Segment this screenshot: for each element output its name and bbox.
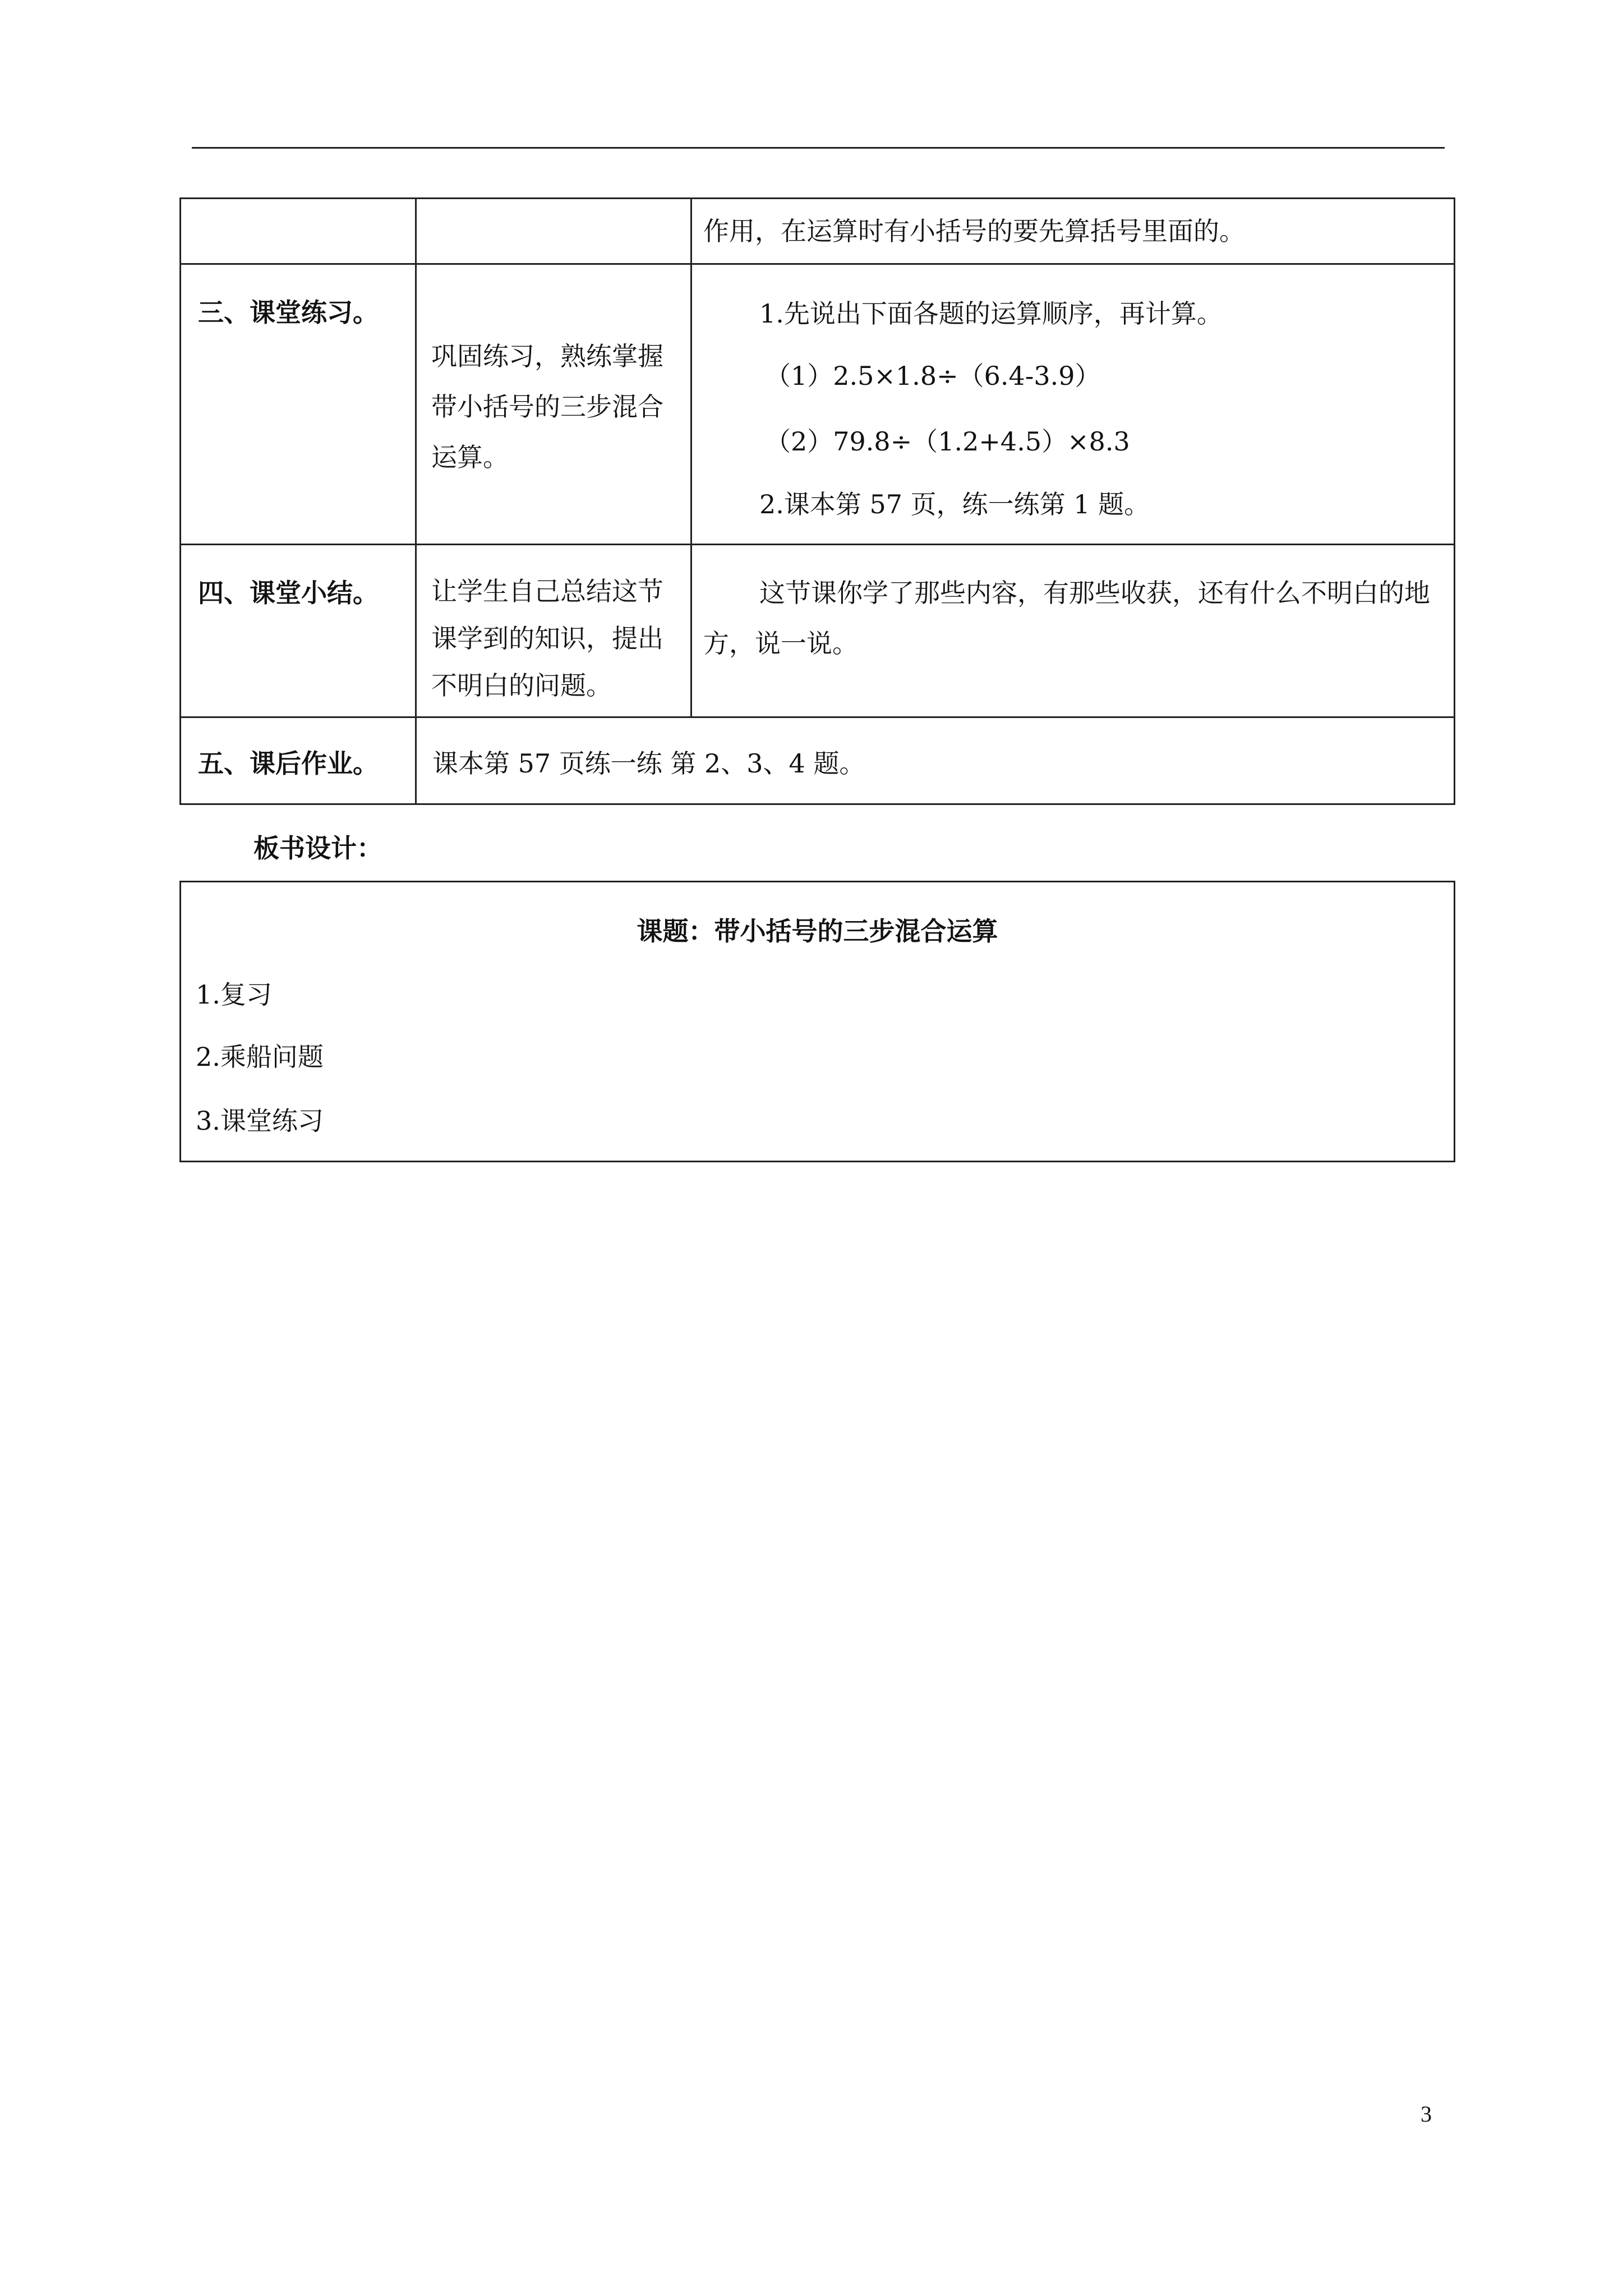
row0-col3	[690, 197, 1455, 265]
row2-col2	[415, 544, 692, 718]
header-rule	[192, 147, 1445, 149]
row3-col1	[179, 716, 417, 805]
row3-col23	[415, 716, 1455, 805]
practice-goal: 巩固练习，熟练掌握带小括号的三步混合运算。	[431, 341, 663, 472]
practice-line-2: （1）2.5×1.8÷（6.4-3.9）	[765, 361, 1101, 391]
board-item-1: 1.复习	[196, 979, 272, 1010]
section-title-homework: 五、课后作业。	[198, 748, 379, 779]
row2-col3	[690, 544, 1455, 718]
board-title: 课题：带小括号的三步混合运算	[637, 916, 998, 946]
page-number: 3	[1421, 2101, 1432, 2127]
section-title-practice: 三、课堂练习。	[198, 297, 379, 328]
board-item-2: 2.乘船问题	[196, 1042, 324, 1072]
practice-line-1: 1.先说出下面各题的运算顺序，再计算。	[759, 298, 1223, 329]
row1-col3	[690, 263, 1455, 545]
section-title-summary: 四、课堂小结。	[198, 578, 379, 608]
row0-col2	[415, 197, 692, 265]
board-heading: 板书设计：	[253, 833, 382, 863]
row1-col1	[179, 263, 417, 545]
board-item-3: 3.课堂练习	[196, 1106, 324, 1136]
row2-col1	[179, 544, 417, 718]
homework-text: 课本第 57 页练一练 第 2、3、4 题。	[432, 748, 865, 779]
summary-goal: 让学生自己总结这节课学到的知识，提出不明白的问题。	[431, 576, 663, 701]
row1-col2	[415, 263, 692, 545]
summary-text: 这节课你学了那些内容，有那些收获，还有什么不明白的地方，说一说。	[703, 578, 1430, 659]
practice-line-4: 2.课本第 57 页，练一练第 1 题。	[759, 489, 1150, 519]
practice-line-3: （2）79.8÷（1.2+4.5）×8.3	[765, 426, 1130, 457]
row0-text: 作用，在运算时有小括号的要先算括号里面的。	[703, 216, 1245, 246]
row0-col1	[179, 197, 417, 265]
board-box	[179, 881, 1455, 1162]
